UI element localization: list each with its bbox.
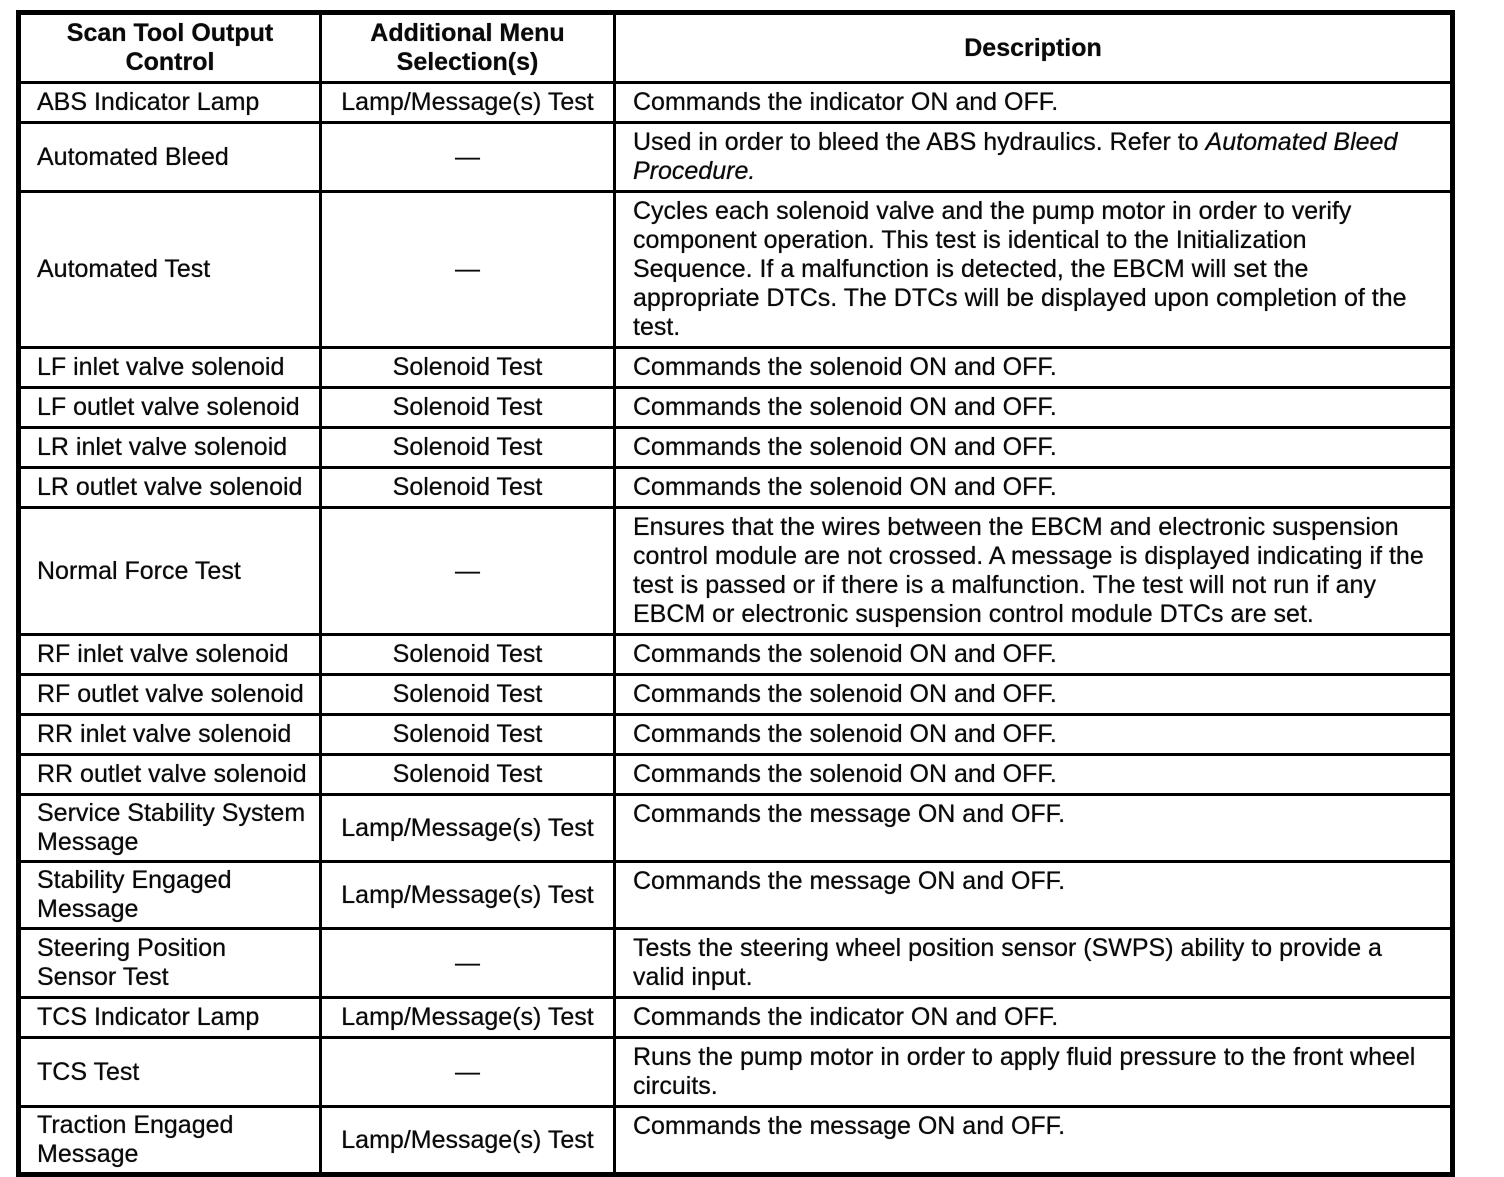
desc-text: Commands the solenoid ON and OFF. [633,473,1057,501]
control-text: Normal Force Test [37,556,241,585]
desc-cell [615,388,1453,428]
table-row [19,428,1453,468]
menu-text: Solenoid Test [392,680,543,708]
control-text: Service Stability System Message [37,799,306,856]
desc-paragraph [633,800,1428,829]
menu-text: — [455,556,480,585]
table-row [19,755,1453,795]
desc-cell [615,1107,1453,1175]
control-cell [19,715,321,755]
menu-text: Solenoid Test [392,760,543,788]
menu-cell [321,715,615,755]
desc-cell [615,1038,1453,1107]
desc-cell [615,428,1453,468]
desc-cell [615,862,1453,929]
desc-text: Commands the message ON and OFF. [633,800,1066,828]
menu-cell [321,388,615,428]
control-cell [19,468,321,508]
control-cell [19,192,321,348]
table-row [19,1107,1453,1175]
menu-text: Solenoid Test [392,640,543,668]
desc-text: Cycles each solenoid valve and the pump motor in order to verify component operation. This test is identical to the Initialization Sequence. If a malfunction is detected, the EBCM will set the appropriate DTCs. The DTCs will be displayed upon completion of the test. [633,197,1407,341]
column-header-scan-tool-output-control: Scan Tool Output Control [19,13,321,83]
desc-paragraph [633,680,1428,709]
control-cell [19,348,321,388]
control-text: RF outlet valve solenoid [37,680,304,709]
desc-paragraph [633,393,1428,422]
control-cell [19,635,321,675]
table-row [19,348,1453,388]
table-header [19,13,1453,83]
control-text: LR outlet valve solenoid [37,473,303,502]
desc-paragraph [633,1043,1428,1101]
control-cell [19,83,321,123]
desc-text: Used in order to bleed the ABS hydraulics. Refer to [633,128,1206,156]
menu-text: Solenoid Test [392,473,543,501]
table-row [19,388,1453,428]
desc-text: Commands the message ON and OFF. [633,1112,1066,1140]
desc-paragraph [633,640,1428,669]
control-text: LF inlet valve solenoid [37,353,285,382]
menu-cell [321,862,615,929]
desc-cell [615,83,1453,123]
table-row [19,795,1453,862]
table-row [19,715,1453,755]
menu-cell [321,635,615,675]
column-header-description: Description [615,13,1453,83]
table-row [19,508,1453,635]
menu-text: Lamp/Message(s) Test [341,1003,594,1031]
menu-cell [321,1038,615,1107]
control-text: LR inlet valve solenoid [37,433,288,462]
menu-text: — [455,1057,480,1086]
desc-paragraph [633,720,1428,749]
control-text: ABS Indicator Lamp [37,88,260,117]
menu-text: Lamp/Message(s) Test [341,880,594,909]
table-row [19,83,1453,123]
desc-text: Tests the steering wheel position sensor (SWPS) ability to provide a valid input. [633,934,1382,991]
desc-text: Commands the solenoid ON and OFF. [633,640,1057,668]
desc-cell [615,468,1453,508]
column-header-additional-menu-selections: Additional Menu Selection(s) [321,13,615,83]
menu-cell [321,192,615,348]
control-text: LF outlet valve solenoid [37,393,300,422]
menu-text: Lamp/Message(s) Test [341,813,594,842]
control-text: RR inlet valve solenoid [37,720,292,749]
desc-paragraph [633,473,1428,502]
desc-paragraph [633,128,1428,186]
menu-text: — [455,142,480,171]
desc-paragraph [633,934,1428,992]
desc-text: Commands the indicator ON and OFF. [633,88,1059,116]
desc-text: Commands the solenoid ON and OFF. [633,680,1057,708]
menu-cell [321,755,615,795]
control-cell [19,795,321,862]
menu-text: Lamp/Message(s) Test [341,1125,594,1154]
control-text: TCS Indicator Lamp [37,1003,260,1032]
desc-paragraph [633,88,1428,117]
control-cell [19,508,321,635]
desc-cell [615,715,1453,755]
desc-cell [615,795,1453,862]
desc-paragraph [633,513,1428,629]
control-cell [19,1107,321,1175]
menu-cell [321,428,615,468]
table-row [19,929,1453,998]
control-cell [19,755,321,795]
menu-text: — [455,948,480,977]
desc-paragraph [633,353,1428,382]
menu-cell [321,998,615,1038]
menu-text: Solenoid Test [392,393,543,421]
menu-text: Lamp/Message(s) Test [341,88,594,116]
menu-text: — [455,255,480,283]
desc-paragraph [633,867,1428,896]
desc-cell [615,348,1453,388]
desc-italic-text: Automated Bleed Procedure. [633,128,1398,185]
table-row [19,675,1453,715]
desc-cell [615,998,1453,1038]
control-text: RF inlet valve solenoid [37,640,289,669]
desc-text: Commands the solenoid ON and OFF. [633,720,1057,748]
desc-text: Commands the solenoid ON and OFF. [633,760,1057,788]
control-cell [19,428,321,468]
table-body [19,83,1453,1175]
menu-cell [321,468,615,508]
output-controls-table [16,10,1455,1177]
desc-paragraph [633,760,1428,789]
control-cell [19,1038,321,1107]
desc-paragraph [633,1003,1428,1032]
desc-text: Commands the indicator ON and OFF. [633,1003,1059,1031]
control-text: Automated Test [37,255,211,284]
table-row [19,468,1453,508]
control-cell [19,675,321,715]
control-text: Stability Engaged Message [37,866,232,923]
desc-text: Commands the solenoid ON and OFF. [633,353,1057,381]
menu-cell [321,1107,615,1175]
desc-cell [615,192,1453,348]
control-cell [19,388,321,428]
menu-text: Solenoid Test [392,433,543,461]
control-cell [19,998,321,1038]
header-row [19,13,1453,83]
table-row [19,998,1453,1038]
menu-cell [321,123,615,192]
desc-cell [615,123,1453,192]
menu-cell [321,508,615,635]
control-cell [19,123,321,192]
control-text: Traction Engaged Message [37,1111,234,1168]
table-row [19,635,1453,675]
menu-cell [321,675,615,715]
control-cell [19,862,321,929]
desc-cell [615,755,1453,795]
menu-cell [321,83,615,123]
desc-cell [615,508,1453,635]
desc-paragraph [633,1112,1428,1141]
control-text: Steering Position Sensor Test [37,934,227,991]
control-text: Automated Bleed [37,142,229,171]
table-row [19,1038,1453,1107]
table-row [19,192,1453,348]
desc-paragraph [633,197,1428,342]
desc-text: Commands the solenoid ON and OFF. [633,393,1057,421]
desc-cell [615,675,1453,715]
desc-text: Commands the message ON and OFF. [633,867,1066,895]
table-row [19,123,1453,192]
control-text: RR outlet valve solenoid [37,760,307,789]
menu-cell [321,348,615,388]
desc-paragraph [633,433,1428,462]
menu-text: Solenoid Test [392,720,543,748]
control-text: TCS Test [37,1057,140,1086]
desc-text: Commands the solenoid ON and OFF. [633,433,1057,461]
table-row [19,862,1453,929]
desc-text: Runs the pump motor in order to apply fluid pressure to the front wheel circuits. [633,1043,1416,1100]
desc-cell [615,635,1453,675]
menu-cell [321,795,615,862]
control-cell [19,929,321,998]
menu-cell [321,929,615,998]
menu-text: Solenoid Test [392,353,543,381]
desc-text: Ensures that the wires between the EBCM and electronic suspension control module are not crossed. A message is displayed indicating if the test is passed or if there is a malfunction. The test will not run if any EBCM or electronic suspension control module DTCs are set. [633,513,1424,628]
desc-cell [615,929,1453,998]
